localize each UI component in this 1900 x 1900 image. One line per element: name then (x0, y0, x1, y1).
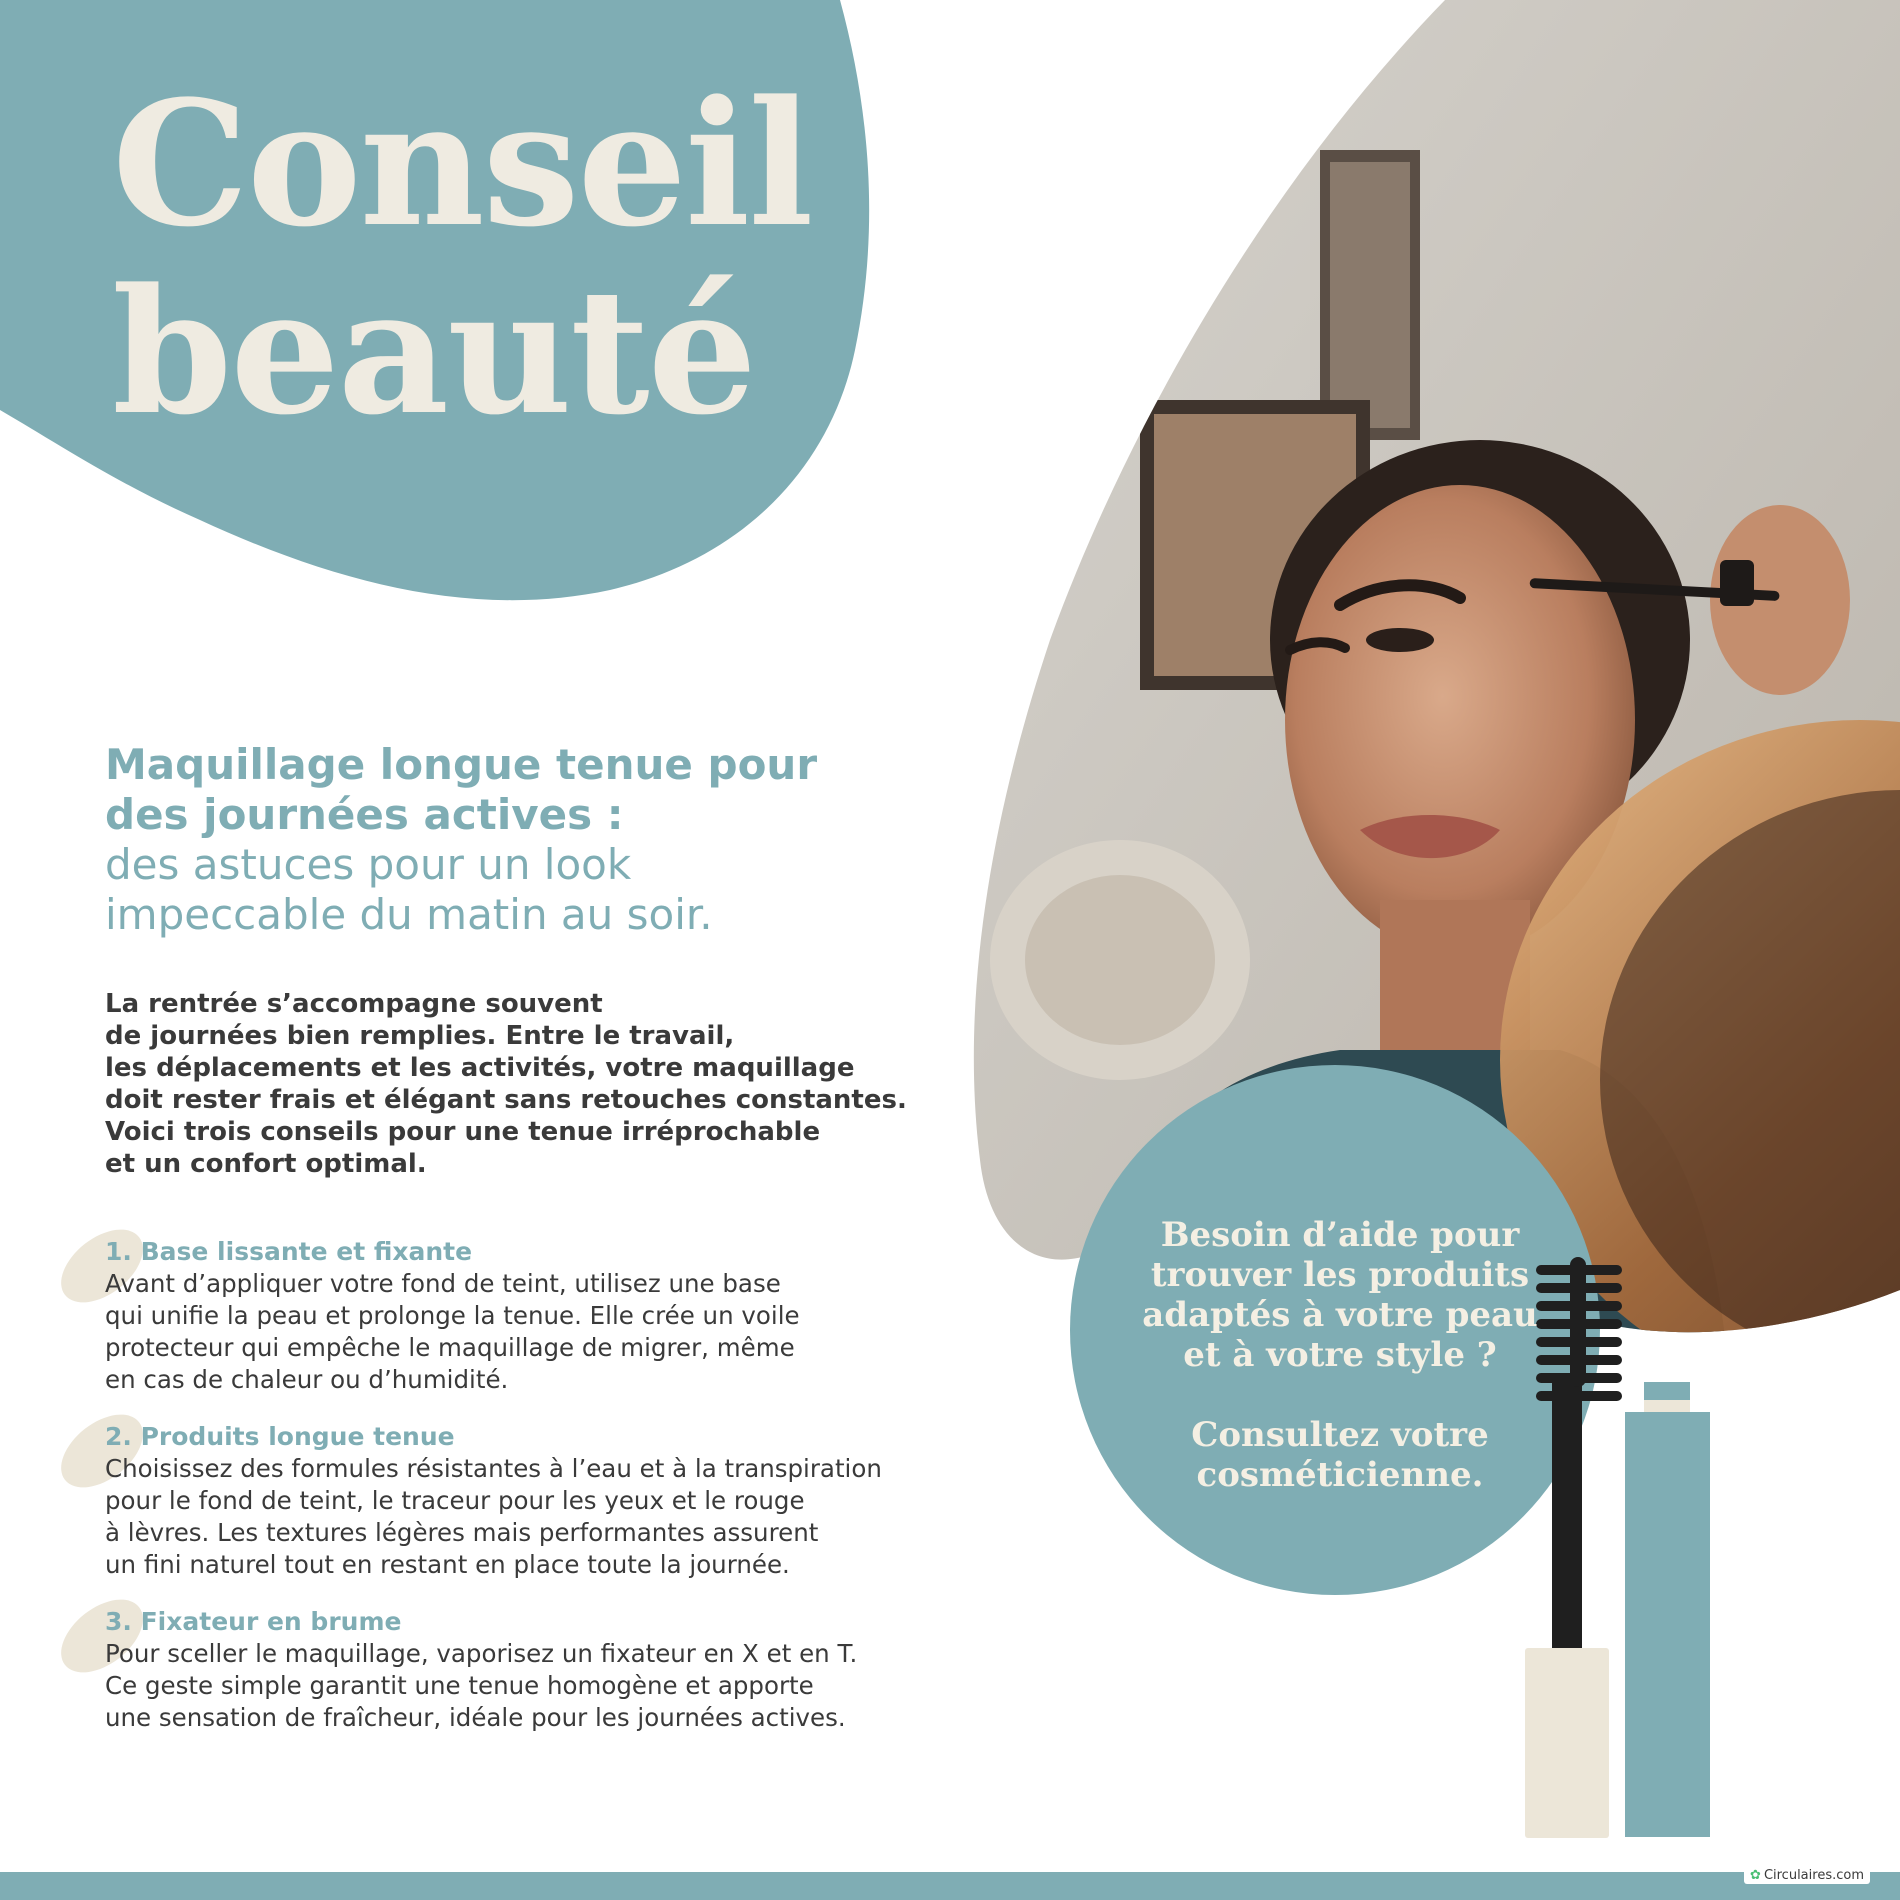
subheading-strong-2: des journées actives : (105, 790, 624, 839)
subheading (105, 740, 965, 940)
tip-body: Pour sceller le maquillage, vaporisez un fixateur en X et en T. Ce geste simple garantit une tenue homogène et apporte une sensation de fraîcheur, idéale pour les journées actives. (105, 1639, 858, 1732)
watermark-text: Circulaires.com (1763, 1868, 1864, 1883)
tip-1 (105, 1236, 965, 1396)
page-title (112, 62, 812, 453)
title-line-2: beauté (112, 250, 756, 453)
intro-paragraph: La rentrée s’accompagne souvent de journées bien remplies. Entre le travail, les déplacements et les activités, votre maquillage doit rester frais et élégant sans retouches constantes. Voici trois conseils pour une tenue irréprochable et un confort optimal. (105, 989, 907, 1179)
tip-2 (105, 1421, 965, 1581)
cta-callout (1120, 1215, 1560, 1495)
tip-3 (105, 1606, 965, 1734)
leaf-icon: ✿ (1750, 1868, 1761, 1883)
tip-body: Avant d’appliquer votre fond de teint, utilisez une base qui unifie la peau et prolonge la tenue. Elle crée un voile protecteur qui empêche le maquillage de migrer, même en cas de chaleur ou d’humidité. (105, 1269, 800, 1394)
title-line-1: Conseil (112, 62, 812, 265)
tip-title: 1. Base lissante et fixante (105, 1237, 473, 1266)
tip-title: 3. Fixateur en brume (105, 1607, 402, 1636)
cta-action: Consultez votre cosméticienne. (1191, 1415, 1489, 1495)
subheading-light-2: impeccable du matin au soir. (105, 890, 713, 939)
subheading-strong-1: Maquillage longue tenue pour (105, 740, 818, 789)
footer-band (0, 1872, 1900, 1900)
cta-question: Besoin d’aide pour trouver les produits adaptés à votre peau et à votre style ? (1142, 1215, 1538, 1375)
tip-body: Choisissez des formules résistantes à l’eau et à la transpiration pour le fond de teint, le traceur pour les yeux et le rouge à lèvres. Les textures légères mais performantes assurent un fini naturel tout en restant en place toute la journée. (105, 1454, 882, 1579)
watermark (1744, 1867, 1870, 1884)
subheading-light-1: des astuces pour un look (105, 840, 632, 889)
tip-title: 2. Produits longue tenue (105, 1422, 455, 1451)
